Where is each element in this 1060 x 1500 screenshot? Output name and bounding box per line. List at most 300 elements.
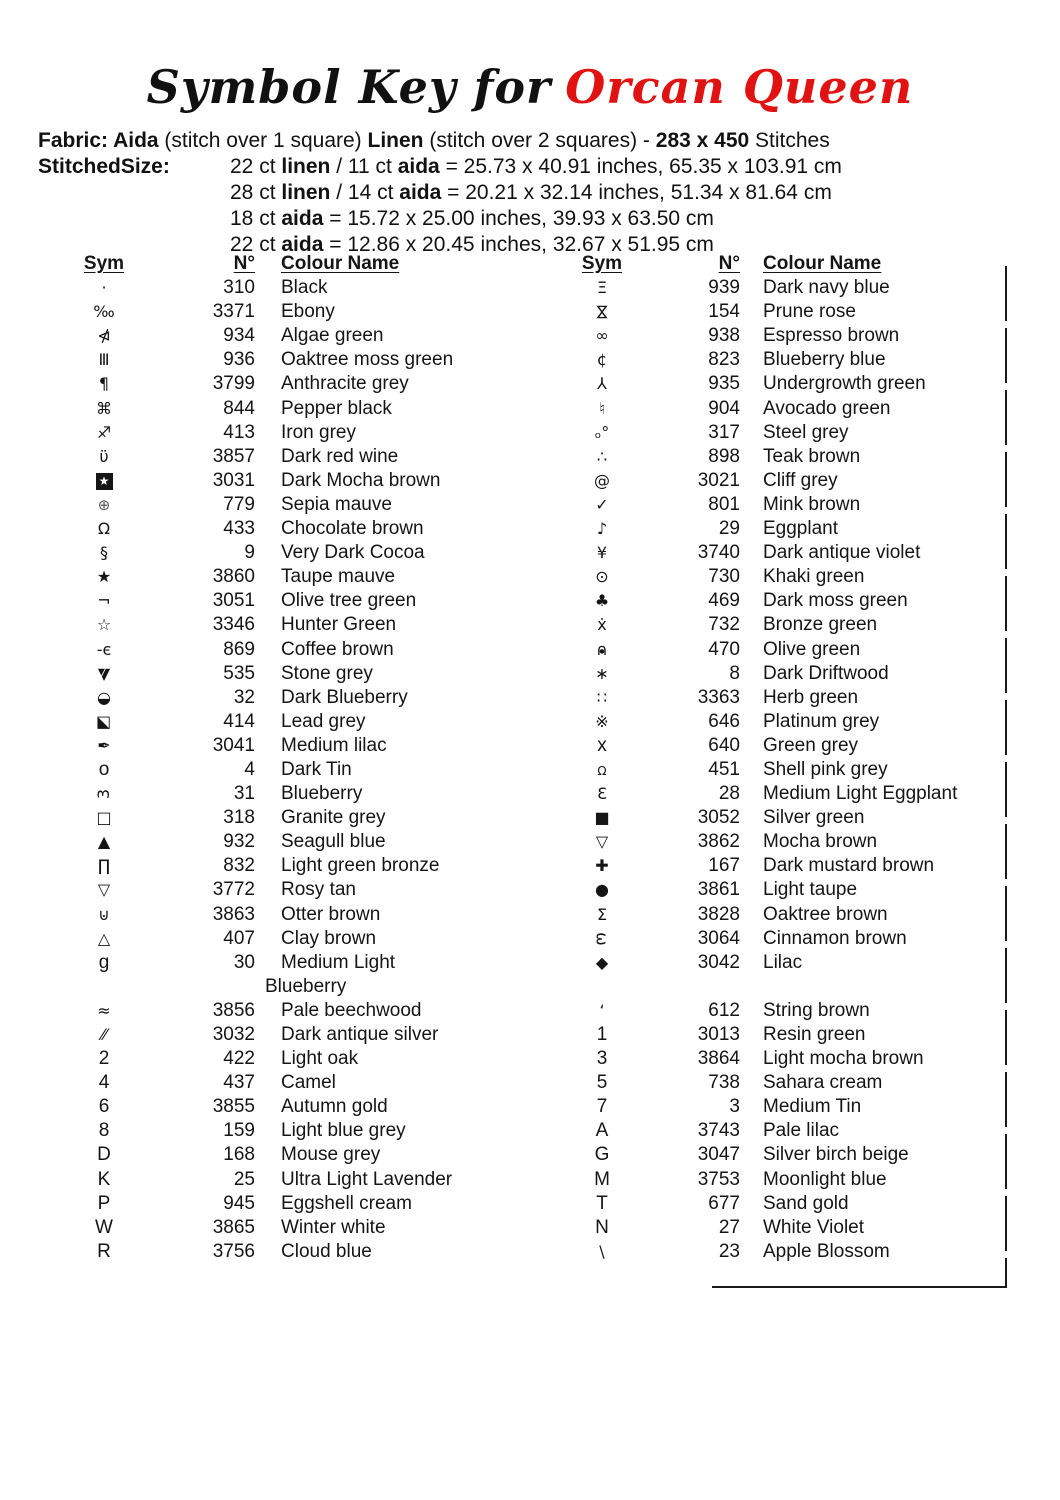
num-cell: 3042 [697, 951, 740, 973]
sym-cell [60, 734, 148, 758]
fabric-line [38, 128, 842, 154]
num-cell: 9 [244, 542, 255, 564]
text-run: Fabric: [38, 129, 114, 152]
symbol-glyph: P [97, 1192, 111, 1214]
name-cell: Cliff grey [763, 469, 838, 491]
name-cell: Silver green [763, 807, 865, 829]
name-cell: Steel grey [763, 421, 849, 443]
name-cell: Iron grey [281, 421, 356, 443]
symbol-glyph: ≈ [97, 1000, 111, 1020]
sym-cell [60, 854, 148, 878]
text-run: 283 x 450 [655, 129, 750, 152]
sym-cell [60, 1216, 148, 1240]
symbol-glyph: ♪ [596, 519, 608, 539]
sym-cell [60, 1095, 148, 1119]
symbol-glyph: ϋ [99, 446, 109, 466]
symbol-glyph: ▼ ╱ [98, 662, 110, 686]
name-cell: Dark Blueberry [281, 686, 408, 708]
num-cell: 640 [708, 734, 740, 756]
name-cell: Moonlight blue [763, 1168, 887, 1190]
stitched-size-lines [230, 154, 842, 258]
num-cell: 23 [718, 1240, 740, 1262]
text-run: aida [397, 155, 440, 178]
num-cell: 159 [223, 1120, 255, 1142]
sym-cell [60, 372, 148, 396]
num-cell: 3051 [212, 590, 255, 612]
name-cell: Ultra Light Lavender [281, 1168, 453, 1190]
symbol-glyph: ✚ [595, 856, 609, 876]
title-pattern-name: Orcan Queen [565, 60, 914, 114]
name-cell: Autumn gold [281, 1096, 388, 1118]
name-cell: Taupe mauve [281, 566, 396, 588]
num-cell: 938 [708, 325, 740, 347]
name-cell: Resin green [763, 1024, 866, 1045]
num-cell: 3864 [697, 1048, 740, 1070]
sym-cell [561, 710, 643, 734]
name-cell: Dark Mocha brown [281, 469, 441, 491]
col-header-colour-name: Colour Name [281, 253, 400, 274]
symbol-glyph: ∷ [596, 687, 608, 707]
symbol-glyph: ☆ [96, 615, 112, 635]
name-cell: Sepia mauve [281, 493, 392, 515]
symbol-glyph: @ [594, 470, 610, 490]
symbol-glyph: Ω [597, 763, 607, 778]
name-cell: Blueberry [281, 783, 363, 805]
sym-cell [561, 1047, 643, 1071]
symbol-glyph: · [101, 278, 107, 298]
sym-cell [561, 421, 643, 445]
num-cell: 738 [708, 1072, 740, 1094]
col-header-sym: Sym [83, 253, 125, 274]
name-cell: String brown [763, 999, 870, 1021]
num-cell: 3743 [697, 1120, 740, 1142]
num-cell: 730 [708, 566, 740, 588]
symbol-glyph: ■ [594, 808, 610, 828]
stitched-size-line [230, 180, 842, 206]
sym-cell [561, 324, 643, 348]
num-cell: 935 [708, 373, 740, 395]
sym-cell [561, 734, 643, 758]
stitched-size-line [230, 154, 842, 180]
num-cell: 732 [708, 614, 740, 636]
num-cell: 469 [708, 590, 740, 612]
sym-cell [60, 1023, 148, 1047]
sym-cell [561, 517, 643, 541]
symbol-glyph: R [97, 1240, 111, 1262]
symbol-glyph: ◪ [96, 711, 112, 731]
name-cell: Undergrowth green [763, 373, 926, 395]
symbol-glyph: Ɛ [597, 784, 607, 804]
name-cell: Winter white [281, 1216, 386, 1238]
symbol-glyph: ¬ [97, 591, 111, 611]
symbol-glyph: \ [599, 1241, 605, 1261]
stitched-size-label: StitchedSize: [38, 155, 170, 178]
sym-cell [561, 1240, 643, 1264]
sym-cell [561, 276, 643, 300]
num-cell: 823 [708, 349, 740, 371]
sym-cell [561, 806, 643, 830]
sym-cell [561, 758, 643, 782]
num-cell: 3861 [697, 879, 740, 901]
num-cell: 154 [708, 301, 740, 323]
num-cell: 433 [223, 518, 255, 540]
num-cell: 451 [708, 758, 740, 780]
sym-cell [561, 854, 643, 878]
symbol-glyph: ⌘ [96, 398, 112, 418]
symbol-glyph: ◒ [97, 687, 111, 707]
num-cell: 932 [223, 831, 255, 853]
col-header-num: N° [233, 253, 255, 274]
num-cell: 779 [223, 493, 255, 515]
num-cell: 3013 [697, 1024, 740, 1045]
symbol-glyph: x [597, 734, 607, 756]
sym-cell [60, 638, 148, 662]
name-cell: Lead grey [281, 710, 366, 732]
num-cell: 414 [223, 710, 255, 732]
symbol-glyph: ∗ [595, 663, 609, 683]
num-cell: 437 [223, 1072, 255, 1094]
text-run: = 12.86 x 20.45 inches, 32.67 x 51.95 cm [323, 233, 714, 256]
bottom-border-line [712, 1286, 1007, 1288]
num-cell: 317 [708, 421, 740, 443]
name-cell: Avocado green [763, 397, 891, 419]
symbol-glyph: ¢ [596, 350, 608, 370]
stitched-size-line [230, 206, 842, 232]
sym-cell [60, 300, 148, 324]
name-cell: Dark moss green [763, 590, 908, 612]
num-cell: 167 [708, 855, 740, 877]
symbol-glyph: ♐ [96, 422, 112, 442]
name-cell-wrapped: Blueberry [265, 975, 347, 997]
text-run: Stitches [749, 129, 830, 152]
sym-cell [561, 782, 643, 806]
sym-cell [561, 565, 643, 589]
symbol-glyph: ¥ [596, 543, 608, 563]
name-cell: Oaktree moss green [281, 349, 454, 371]
sym-cell [60, 782, 148, 806]
text-run: linen [281, 155, 331, 178]
num-cell: 3855 [212, 1096, 255, 1118]
sym-cell [561, 1168, 643, 1192]
num-cell: 3 [729, 1096, 740, 1118]
symbol-glyph: 8 [98, 1120, 110, 1142]
name-cell: Light blue grey [281, 1120, 406, 1142]
col-header-colour-name: Colour Name [763, 253, 882, 274]
symbol-glyph: ◆ [595, 952, 609, 972]
num-cell: 869 [223, 638, 255, 660]
symbol-glyph: G [594, 1144, 610, 1166]
name-cell: Eggshell cream [281, 1192, 412, 1214]
num-cell: 936 [223, 349, 255, 371]
num-cell: 904 [708, 397, 740, 419]
symbol-glyph: § [100, 543, 108, 563]
num-cell: 3828 [697, 903, 740, 925]
num-cell: 801 [708, 493, 740, 515]
symbol-glyph: ♣ [594, 591, 610, 611]
symbol-glyph: 2 [98, 1048, 110, 1070]
symbol-glyph: ● [595, 880, 609, 900]
text-run: = 20.21 x 32.14 inches, 51.34 x 81.64 cm [441, 181, 832, 204]
symbol-glyph: K [97, 1168, 111, 1190]
sym-cell [60, 421, 148, 445]
sym-cell [561, 1216, 643, 1240]
num-cell: 3041 [212, 734, 255, 756]
name-cell: Black [281, 277, 328, 299]
symbol-glyph: 5 [596, 1072, 608, 1094]
sym-cell [561, 493, 643, 517]
name-cell: Herb green [763, 686, 859, 708]
name-cell: Chocolate brown [281, 518, 424, 540]
num-cell: 32 [233, 686, 255, 708]
name-cell: Silver birch beige [763, 1144, 909, 1166]
symbol-glyph: 3 [94, 788, 113, 800]
num-cell: 28 [718, 783, 740, 805]
num-cell: 3052 [697, 807, 740, 829]
sym-cell [60, 951, 148, 975]
symbol-glyph: ∴ [596, 446, 608, 466]
symbol-glyph: 1 [596, 1024, 608, 1045]
name-cell: Dark antique violet [763, 542, 921, 564]
text-run: (stitch over 2 squares) - [423, 129, 656, 152]
symbol-glyph: 7 [596, 1096, 608, 1118]
symbol-glyph: ¶ [98, 374, 110, 394]
name-cell: Coffee brown [281, 638, 394, 660]
symbol-glyph: ✓ [595, 494, 609, 514]
sym-cell [561, 1119, 643, 1143]
sym-cell [561, 613, 643, 637]
name-cell: Dark navy blue [763, 277, 890, 299]
symbol-glyph: ▲ [97, 832, 111, 852]
sym-cell [60, 1168, 148, 1192]
num-cell: 29 [718, 518, 740, 540]
name-cell: Mouse grey [281, 1144, 381, 1166]
num-cell: 3799 [212, 373, 255, 395]
symbol-glyph: T [596, 1192, 608, 1214]
symbol-glyph: ⊍ [98, 904, 110, 924]
symbol-glyph: ⊕ [97, 495, 111, 514]
name-cell: Mink brown [763, 493, 861, 515]
num-cell: 3047 [697, 1144, 740, 1166]
text-run: (stitch over 1 square) [158, 129, 368, 152]
symbol-glyph: □ [96, 808, 112, 828]
symbol-glyph: M [594, 1168, 610, 1190]
sym-cell [60, 903, 148, 927]
num-cell: 612 [708, 999, 740, 1021]
sym-cell [561, 638, 643, 662]
sym-cell [60, 276, 148, 300]
symbol-glyph: ∩ ● [596, 638, 608, 662]
num-cell: 3032 [212, 1024, 255, 1045]
sym-cell [60, 806, 148, 830]
sym-cell [561, 878, 643, 902]
sym-cell [60, 565, 148, 589]
text-run: / 14 ct [330, 181, 400, 204]
num-cell: 3856 [212, 999, 255, 1021]
symbol-glyph: ∞ [595, 326, 609, 346]
num-cell: 3857 [212, 445, 255, 467]
symbol-glyph: W [95, 1216, 113, 1238]
name-cell [740, 975, 1010, 999]
name-cell: Dark Driftwood [763, 662, 889, 684]
sym-cell [561, 348, 643, 372]
num-cell: 310 [223, 277, 255, 299]
symbol-glyph: △ [97, 928, 111, 948]
name-cell: Prune rose [763, 301, 856, 323]
num-cell: 3772 [212, 879, 255, 901]
num-cell: 3753 [697, 1168, 740, 1190]
name-cell: Light green bronze [281, 855, 440, 877]
name-cell: Dark red wine [281, 445, 399, 467]
sym-cell [561, 445, 643, 469]
num-cell: 898 [708, 445, 740, 467]
name-cell: Olive tree green [281, 590, 417, 612]
text-run: 22 ct [230, 155, 282, 178]
name-cell: Algae green [281, 325, 384, 347]
symbol-glyph: 6 [98, 1096, 110, 1118]
sym-cell [60, 613, 148, 637]
sym-cell [561, 903, 643, 927]
num-cell: 407 [223, 927, 255, 949]
name-cell: Pale lilac [763, 1120, 840, 1142]
num-cell: 3031 [212, 469, 255, 491]
name-cell: Hunter Green [281, 614, 397, 636]
num-cell: 3860 [212, 566, 255, 588]
text-run: = 15.72 x 25.00 inches, 39.93 x 63.50 cm [323, 207, 714, 230]
symbol-glyph: ⁄⁄ [101, 1025, 107, 1044]
sym-cell [60, 493, 148, 517]
sym-cell [60, 686, 148, 710]
sym-cell [60, 1119, 148, 1143]
sym-cell [60, 1240, 148, 1264]
num-cell: 31 [233, 783, 255, 805]
sym-cell [60, 589, 148, 613]
symbol-glyph: N [595, 1216, 609, 1238]
title-prefix: Symbol Key for [146, 60, 552, 114]
sym-cell [561, 1192, 643, 1216]
name-cell: Cloud blue [281, 1240, 372, 1262]
symbol-glyph: g [98, 951, 110, 973]
num-cell: 3363 [697, 686, 740, 708]
num-cell: 422 [223, 1048, 255, 1070]
name-cell: Stone grey [281, 662, 373, 684]
num-cell: 934 [223, 325, 255, 347]
num-cell: 4 [244, 758, 255, 780]
name-cell: Light taupe [763, 879, 858, 901]
num-cell: 25 [233, 1168, 255, 1190]
symbol-glyph: ẋ [597, 615, 607, 635]
name-cell: Sand gold [763, 1192, 849, 1214]
name-cell: Apple Blossom [763, 1240, 890, 1262]
sym-cell [60, 975, 148, 999]
name-cell: Otter brown [281, 903, 381, 925]
num-cell: 939 [708, 277, 740, 299]
sym-cell [561, 1071, 643, 1095]
symbol-glyph: ⋪ [97, 326, 111, 346]
sym-cell [561, 589, 643, 613]
name-cell: Olive green [763, 638, 861, 660]
sym-cell [561, 300, 643, 324]
name-cell: Sahara cream [763, 1072, 883, 1094]
sym-cell [60, 1071, 148, 1095]
name-cell: Dark Tin [281, 758, 352, 780]
num-cell: 646 [708, 710, 740, 732]
name-cell: Blueberry blue [763, 349, 886, 371]
num-cell: 27 [718, 1216, 740, 1238]
sym-cell [561, 686, 643, 710]
name-cell: Clay brown [281, 927, 377, 949]
pattern-meta [38, 128, 842, 258]
name-cell: Granite grey [281, 807, 386, 829]
symbol-glyph: ▽ [595, 832, 609, 852]
num-cell: 8 [729, 662, 740, 684]
text-run: / 11 ct [330, 155, 398, 178]
symbol-glyph: o [98, 758, 110, 780]
sym-cell [561, 927, 643, 951]
text-run: 28 ct [230, 181, 282, 204]
name-cell: Medium Light Eggplant [763, 783, 958, 805]
name-cell: Oaktree brown [763, 903, 888, 925]
sym-cell [561, 469, 643, 493]
name-cell: Rosy tan [281, 879, 356, 901]
num-cell: 168 [223, 1144, 255, 1166]
name-cell: Pale beechwood [281, 999, 422, 1021]
symbol-glyph: A [595, 1120, 609, 1142]
num-cell: 3371 [212, 301, 255, 323]
page-title [0, 60, 1060, 114]
sym-cell [60, 541, 148, 565]
sym-cell [60, 878, 148, 902]
name-cell: Light mocha brown [763, 1048, 924, 1070]
sym-cell [60, 662, 148, 686]
name-cell: Platinum grey [763, 710, 880, 732]
num-cell: 945 [223, 1192, 255, 1214]
sym-cell [60, 397, 148, 421]
text-run: 22 ct [230, 233, 282, 256]
name-cell: Medium lilac [281, 734, 387, 756]
num-cell [148, 975, 255, 999]
name-cell: Medium Light [281, 951, 396, 973]
name-cell: White Violet [763, 1216, 865, 1238]
name-cell: Mocha brown [763, 831, 878, 853]
num-cell: 470 [708, 638, 740, 660]
name-cell: Anthracite grey [281, 373, 409, 395]
sym-cell [60, 445, 148, 469]
symbol-glyph: ⋈ [593, 304, 612, 321]
num-cell: 3021 [697, 469, 740, 491]
col-header-num: N° [718, 253, 740, 274]
symbol-glyph: Σ [596, 904, 608, 924]
num-cell: 677 [708, 1192, 740, 1214]
symbol-glyph: Ω [97, 519, 111, 539]
symbol-glyph: ∏ [97, 856, 111, 876]
text-run: 18 ct [230, 207, 282, 230]
sym-cell [60, 830, 148, 854]
name-cell: Espresso brown [763, 325, 900, 347]
num-cell: 3865 [212, 1216, 255, 1238]
name-cell: Dark mustard brown [763, 855, 935, 877]
sym-cell [561, 372, 643, 396]
symbol-glyph: D [97, 1144, 111, 1166]
symbol-glyph: Ξ [596, 278, 608, 298]
sym-cell [561, 1023, 643, 1047]
sym-cell [60, 348, 148, 372]
symbol-glyph: ✒ [97, 735, 111, 755]
sym-cell [60, 1143, 148, 1167]
sym-cell [561, 397, 643, 421]
symbol-glyph: ⅄ [597, 374, 607, 394]
sym-cell [561, 830, 643, 854]
num-cell: 844 [223, 397, 255, 419]
